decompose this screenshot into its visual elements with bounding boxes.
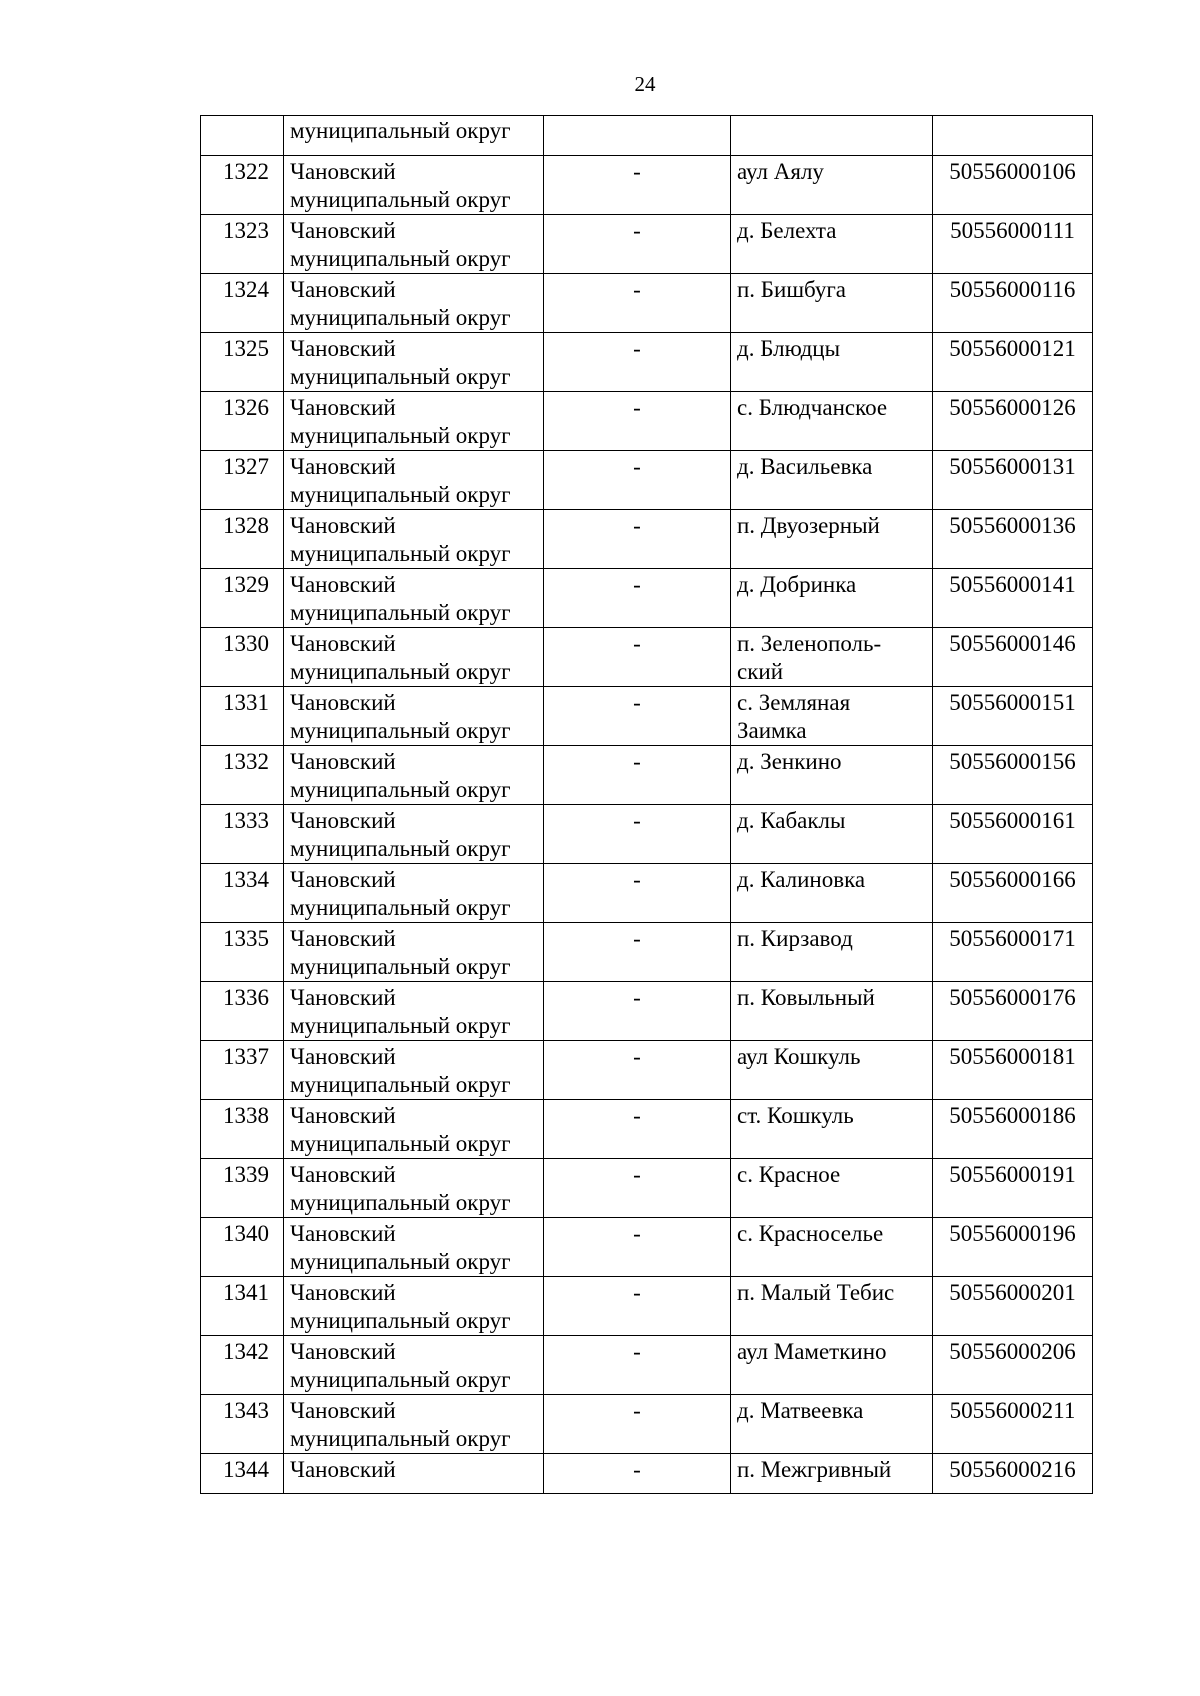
locality-name-cell <box>731 982 933 1041</box>
table-row <box>201 923 1093 982</box>
row-number-cell: 1328 <box>201 510 284 569</box>
table-row <box>201 451 1093 510</box>
municipality-cell <box>284 274 544 333</box>
settlement-cell: - <box>544 451 731 510</box>
locality-name-cell <box>731 864 933 923</box>
row-number-cell: 1344 <box>201 1454 284 1494</box>
oktmo-code-cell: 50556000206 <box>933 1336 1093 1395</box>
municipality-name: Чановский <box>290 159 396 184</box>
municipality-type: муниципальный округ <box>290 364 511 389</box>
municipality-cell <box>284 1395 544 1454</box>
locality-name-cell <box>731 628 933 687</box>
locality-name: д. Калиновка <box>737 867 866 892</box>
municipality-cell <box>284 805 544 864</box>
oktmo-code-cell: 50556000166 <box>933 864 1093 923</box>
municipality-cell <box>284 1218 544 1277</box>
municipality-cell <box>284 864 544 923</box>
locality-name: д. Матвеевка <box>737 1398 864 1423</box>
locality-name: с. Земляная <box>737 690 851 715</box>
row-number-cell: 1335 <box>201 923 284 982</box>
locality-name: д. Васильевка <box>737 454 873 479</box>
municipality-cell <box>284 628 544 687</box>
locality-name-continued: ский <box>737 659 783 684</box>
settlement-cell: - <box>544 274 731 333</box>
municipality-type: муниципальный округ <box>290 482 511 507</box>
oktmo-code-cell: 50556000156 <box>933 746 1093 805</box>
table-row <box>201 1454 1093 1494</box>
municipality-type: муниципальный округ <box>290 305 511 330</box>
table-row <box>201 215 1093 274</box>
municipality-name: Чановский <box>290 572 396 597</box>
oktmo-code-cell <box>933 116 1093 156</box>
row-number-cell: 1332 <box>201 746 284 805</box>
locality-name: п. Бишбуга <box>737 277 847 302</box>
locality-name-cell <box>731 923 933 982</box>
settlement-cell: - <box>544 864 731 923</box>
oktmo-code-cell: 50556000146 <box>933 628 1093 687</box>
settlement-cell: - <box>544 569 731 628</box>
municipality-type: муниципальный округ <box>290 777 511 802</box>
oktmo-code-cell: 50556000126 <box>933 392 1093 451</box>
locality-name: п. Ковыльный <box>737 985 875 1010</box>
settlement-cell: - <box>544 510 731 569</box>
table-row <box>201 1159 1093 1218</box>
locality-name: п. Двуозерный <box>737 513 880 538</box>
table-row <box>201 1100 1093 1159</box>
municipality-type: муниципальный округ <box>290 1013 511 1038</box>
municipality-name: Чановский <box>290 277 396 302</box>
locality-name: аул Маметкино <box>737 1339 887 1364</box>
municipality-cell <box>284 982 544 1041</box>
locality-name-cell <box>731 1277 933 1336</box>
row-number-cell: 1343 <box>201 1395 284 1454</box>
locality-name-cell <box>731 156 933 215</box>
municipality-type: муниципальный округ <box>290 1131 511 1156</box>
table-row <box>201 982 1093 1041</box>
municipality-type: муниципальный округ <box>290 1249 511 1274</box>
oktmo-code-cell: 50556000161 <box>933 805 1093 864</box>
oktmo-code-cell: 50556000201 <box>933 1277 1093 1336</box>
row-number-cell: 1337 <box>201 1041 284 1100</box>
municipality-name: Чановский <box>290 1103 396 1128</box>
municipality-name: Чановский <box>290 1221 396 1246</box>
row-number-cell: 1333 <box>201 805 284 864</box>
row-number-cell: 1330 <box>201 628 284 687</box>
settlement-cell: - <box>544 156 731 215</box>
municipality-cell <box>284 1159 544 1218</box>
locality-name-cell <box>731 116 933 156</box>
municipality-cell <box>284 746 544 805</box>
settlement-cell <box>544 116 731 156</box>
oktmo-code-cell: 50556000136 <box>933 510 1093 569</box>
locality-name-cell <box>731 1159 933 1218</box>
settlement-cell: - <box>544 1041 731 1100</box>
table-row <box>201 392 1093 451</box>
municipality-name: Чановский <box>290 336 396 361</box>
municipality-type: муниципальный округ <box>290 836 511 861</box>
locality-name-cell <box>731 687 933 746</box>
oktmo-code-cell: 50556000141 <box>933 569 1093 628</box>
row-number-cell: 1326 <box>201 392 284 451</box>
locality-name-cell <box>731 215 933 274</box>
settlement-cell: - <box>544 923 731 982</box>
municipality-cell <box>284 1100 544 1159</box>
locality-name-cell <box>731 333 933 392</box>
oktmo-code-cell: 50556000211 <box>933 1395 1093 1454</box>
table-row-continued <box>201 116 1093 156</box>
municipality-type: муниципальный округ <box>290 954 511 979</box>
row-number-cell: 1324 <box>201 274 284 333</box>
municipality-name: Чановский <box>290 454 396 479</box>
municipality-type: муниципальный округ <box>290 659 511 684</box>
municipality-cell: муниципальный округ <box>284 116 544 156</box>
locality-name: ст. Кошкуль <box>737 1103 854 1128</box>
municipality-cell <box>284 333 544 392</box>
settlement-cell: - <box>544 1100 731 1159</box>
settlement-cell: - <box>544 215 731 274</box>
table-row <box>201 805 1093 864</box>
municipality-name: Чановский <box>290 749 396 774</box>
table-row <box>201 1277 1093 1336</box>
row-number-cell: 1334 <box>201 864 284 923</box>
settlement-cell: - <box>544 392 731 451</box>
locality-name: аул Аялу <box>737 159 824 184</box>
table-row <box>201 510 1093 569</box>
oktmo-code-cell: 50556000196 <box>933 1218 1093 1277</box>
locality-name-cell <box>731 1395 933 1454</box>
municipality-type: муниципальный округ <box>290 246 511 271</box>
municipality-name: Чановский <box>290 513 396 538</box>
municipality-type: муниципальный округ <box>290 1072 511 1097</box>
municipality-name: Чановский <box>290 867 396 892</box>
municipality-type: муниципальный округ <box>290 187 511 212</box>
table-row <box>201 746 1093 805</box>
municipality-cell <box>284 510 544 569</box>
locality-name-cell <box>731 510 933 569</box>
oktmo-code-cell: 50556000171 <box>933 923 1093 982</box>
municipality-name: Чановский <box>290 631 396 656</box>
locality-name-cell <box>731 1041 933 1100</box>
municipality-name: Чановский <box>290 1044 396 1069</box>
municipality-name: Чановский <box>290 395 396 420</box>
locality-name-cell <box>731 274 933 333</box>
municipality-type: муниципальный округ <box>290 718 511 743</box>
municipality-name: Чановский <box>290 1280 396 1305</box>
locality-name-continued: Заимка <box>737 718 807 743</box>
row-number-cell: 1342 <box>201 1336 284 1395</box>
settlement-cell: - <box>544 746 731 805</box>
municipality-type: муниципальный округ <box>290 1426 511 1451</box>
oktmo-code-cell: 50556000131 <box>933 451 1093 510</box>
oktmo-code-cell: 50556000181 <box>933 1041 1093 1100</box>
locality-name-cell <box>731 451 933 510</box>
row-number-cell: 1336 <box>201 982 284 1041</box>
municipality-type: муниципальный округ <box>290 423 511 448</box>
municipality-cell <box>284 687 544 746</box>
oktmo-code-cell: 50556000116 <box>933 274 1093 333</box>
municipality-cell <box>284 451 544 510</box>
locality-name: д. Добринка <box>737 572 857 597</box>
table-row <box>201 274 1093 333</box>
settlement-cell: - <box>544 1336 731 1395</box>
locality-name-cell <box>731 569 933 628</box>
locality-name: с. Блюдчанское <box>737 395 888 420</box>
municipality-type: муниципальный округ <box>290 600 511 625</box>
table-row <box>201 1395 1093 1454</box>
municipality-cell <box>284 923 544 982</box>
row-number-cell: 1327 <box>201 451 284 510</box>
locality-name: д. Блюдцы <box>737 336 841 361</box>
locality-name: д. Зенкино <box>737 749 842 774</box>
municipality-name: Чановский <box>290 690 396 715</box>
municipality-type: муниципальный округ <box>290 1367 511 1392</box>
locality-name-cell <box>731 1218 933 1277</box>
municipality-cell <box>284 215 544 274</box>
page-number: 24 <box>634 72 656 96</box>
row-number-cell: 1325 <box>201 333 284 392</box>
municipality-name: Чановский <box>290 926 396 951</box>
municipality-cell <box>284 569 544 628</box>
locality-name: с. Красноселье <box>737 1221 884 1246</box>
settlement-cell: - <box>544 1454 731 1494</box>
locality-name: п. Кирзавод <box>737 926 853 951</box>
table-row <box>201 569 1093 628</box>
municipality-type: муниципальный округ <box>290 1190 511 1215</box>
row-number-cell: 1341 <box>201 1277 284 1336</box>
table-row <box>201 1041 1093 1100</box>
municipality-cell <box>284 156 544 215</box>
settlement-cell: - <box>544 687 731 746</box>
settlements-table <box>200 115 1093 1494</box>
oktmo-code-cell: 50556000121 <box>933 333 1093 392</box>
table-row <box>201 156 1093 215</box>
oktmo-code-cell: 50556000111 <box>933 215 1093 274</box>
locality-name: д. Белехта <box>737 218 837 243</box>
municipality-cell <box>284 1336 544 1395</box>
oktmo-code-cell: 50556000191 <box>933 1159 1093 1218</box>
table-row <box>201 1218 1093 1277</box>
settlement-cell: - <box>544 1277 731 1336</box>
municipality-type: муниципальный округ <box>290 541 511 566</box>
table-row <box>201 687 1093 746</box>
locality-name: д. Кабаклы <box>737 808 846 833</box>
municipality-name: Чановский <box>290 218 396 243</box>
settlement-cell: - <box>544 628 731 687</box>
locality-name: п. Малый Тебис <box>737 1280 895 1305</box>
settlement-cell: - <box>544 1218 731 1277</box>
municipality-name: Чановский <box>290 1398 396 1423</box>
locality-name-cell <box>731 1336 933 1395</box>
locality-name-cell <box>731 805 933 864</box>
municipality-type: муниципальный округ <box>290 895 511 920</box>
row-number-cell: 1329 <box>201 569 284 628</box>
locality-name-cell: п. Межгривный <box>731 1454 933 1494</box>
locality-name: с. Красное <box>737 1162 841 1187</box>
table-row <box>201 628 1093 687</box>
oktmo-code-cell: 50556000106 <box>933 156 1093 215</box>
municipality-name: Чановский <box>290 1162 396 1187</box>
municipality-name: Чановский <box>290 985 396 1010</box>
locality-name: аул Кошкуль <box>737 1044 861 1069</box>
row-number-cell <box>201 116 284 156</box>
oktmo-code-cell: 50556000216 <box>933 1454 1093 1494</box>
row-number-cell: 1338 <box>201 1100 284 1159</box>
municipality-cell <box>284 1277 544 1336</box>
locality-name: п. Зеленополь- <box>737 631 882 656</box>
settlement-cell: - <box>544 1395 731 1454</box>
table-row <box>201 864 1093 923</box>
settlements-table-body <box>201 116 1093 1494</box>
row-number-cell: 1322 <box>201 156 284 215</box>
row-number-cell: 1323 <box>201 215 284 274</box>
locality-name-cell <box>731 1100 933 1159</box>
municipality-cell <box>284 1041 544 1100</box>
municipality-name: Чановский <box>290 1339 396 1364</box>
settlement-cell: - <box>544 982 731 1041</box>
locality-name-cell <box>731 392 933 451</box>
municipality-cell: Чановский <box>284 1454 544 1494</box>
table-row <box>201 333 1093 392</box>
oktmo-code-cell: 50556000176 <box>933 982 1093 1041</box>
table-row <box>201 1336 1093 1395</box>
row-number-cell: 1339 <box>201 1159 284 1218</box>
row-number-cell: 1340 <box>201 1218 284 1277</box>
oktmo-code-cell: 50556000186 <box>933 1100 1093 1159</box>
municipality-name: Чановский <box>290 808 396 833</box>
locality-name-cell <box>731 746 933 805</box>
municipality-type: муниципальный округ <box>290 1308 511 1333</box>
municipality-cell <box>284 392 544 451</box>
settlement-cell: - <box>544 805 731 864</box>
row-number-cell: 1331 <box>201 687 284 746</box>
oktmo-code-cell: 50556000151 <box>933 687 1093 746</box>
settlement-cell: - <box>544 333 731 392</box>
settlement-cell: - <box>544 1159 731 1218</box>
